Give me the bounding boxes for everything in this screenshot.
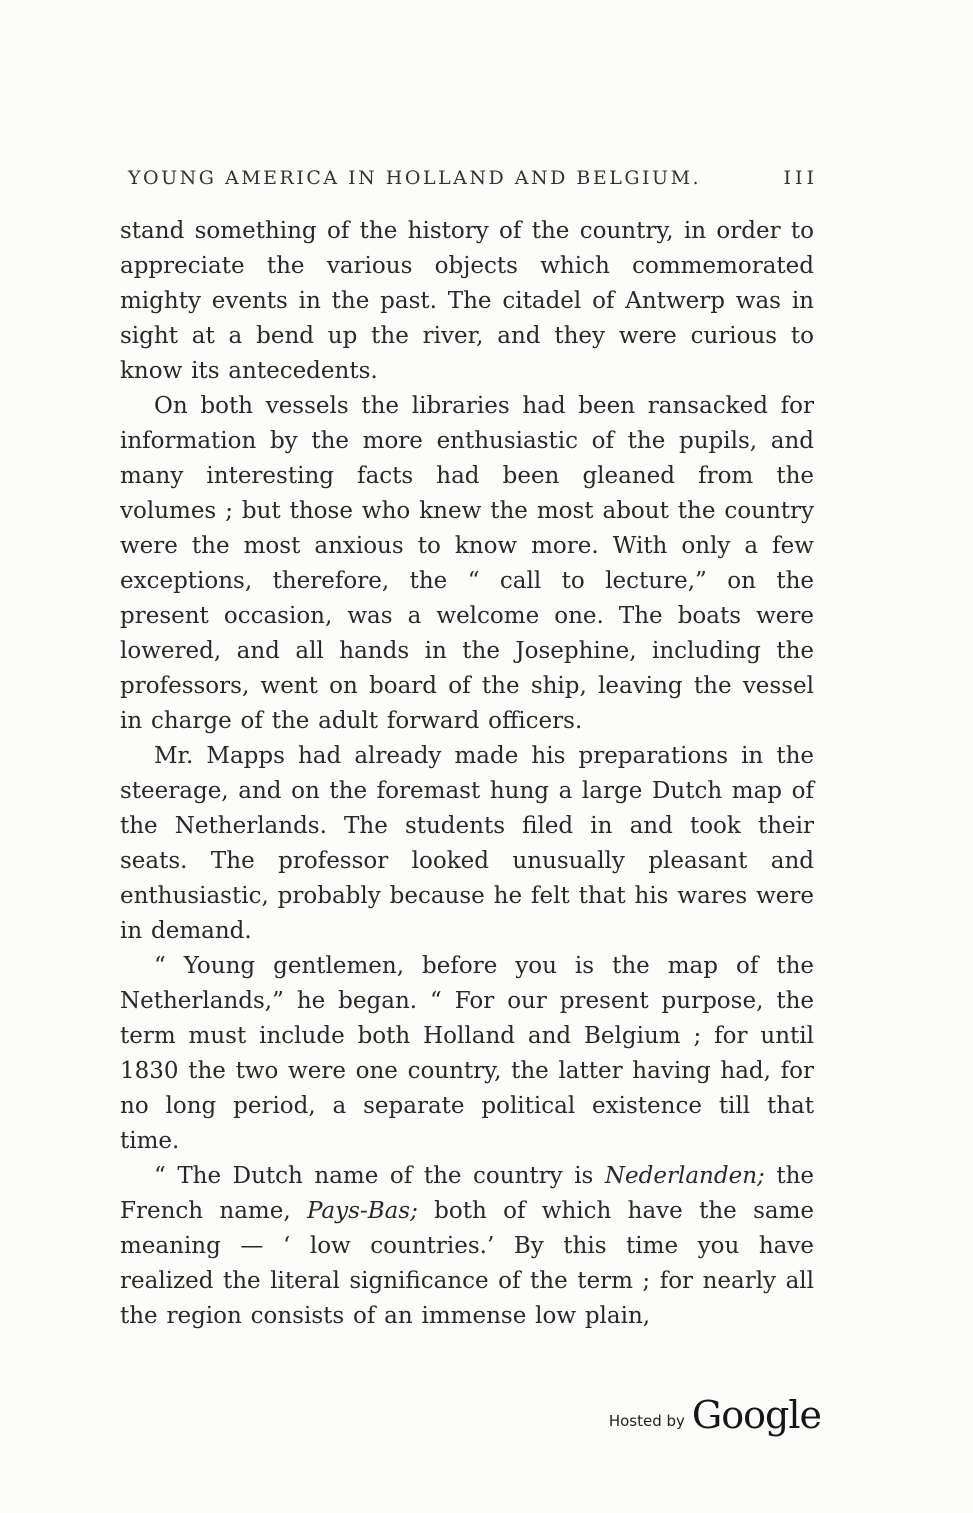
google-logo: Google xyxy=(691,1393,821,1437)
paragraph xyxy=(120,739,814,949)
italic-text: Nederlanden; xyxy=(604,1163,765,1189)
paragraph xyxy=(120,1159,814,1334)
running-head-title: YOUNG AMERICA IN HOLLAND AND BELGIUM. xyxy=(128,167,702,189)
text-segment: Mr. Mapps had already made his preparations in the steerage, and on the foremast hung a large Dutch map of the Netherlands. The students filed in and took their seats. The professor looked unusually pleasant and enthusiastic, probably because he felt that his wares were in demand. xyxy=(120,743,814,944)
body-text xyxy=(120,214,814,1334)
hosted-by-label: Hosted by xyxy=(608,1412,685,1430)
paragraph xyxy=(120,949,814,1159)
paragraph xyxy=(120,214,814,389)
text-segment: On both vessels the libraries had been ransacked for information by the more enthusiastic of the pupils, and many interesting facts had been gleaned from the volumes ; but those who knew the most about the country were the most anxious to know more. With only a few exceptions, therefore, the “ call to lecture,” on the present occasion, was a welcome one. The boats were lowered, and all hands in the Josephine, including the professors, went on board of the ship, leaving the vessel in charge of the adult forward officers. xyxy=(120,393,814,734)
paragraph xyxy=(120,389,814,739)
italic-text: Pays-Bas; xyxy=(306,1198,418,1224)
footer xyxy=(608,1393,821,1437)
text-segment: “ Young gentlemen, before you is the map of the Netherlands,” he began. “ For our present purpose, the term must include both Holland and Belgium ; for until 1830 the two were one country, the latter having had, for no long period, a separate political existence till that time. xyxy=(120,953,814,1154)
text-segment: “ The Dutch name of the country is xyxy=(154,1163,605,1189)
text-segment: both of which have the same meaning — ‘ low countries.’ By this time you have realized the literal significance of the term ; for nearly all the region consists of an immense low plain, xyxy=(120,1198,815,1329)
page-number: III xyxy=(783,167,818,189)
text-segment: stand something of the history of the country, in order to appreciate the various objects which commemorated mighty events in the past. The citadel of Antwerp was in sight at a bend up the river, and they were curious to know its antecedents. xyxy=(120,218,814,384)
running-head xyxy=(128,167,818,189)
text-segment: the French name, xyxy=(120,1163,814,1224)
